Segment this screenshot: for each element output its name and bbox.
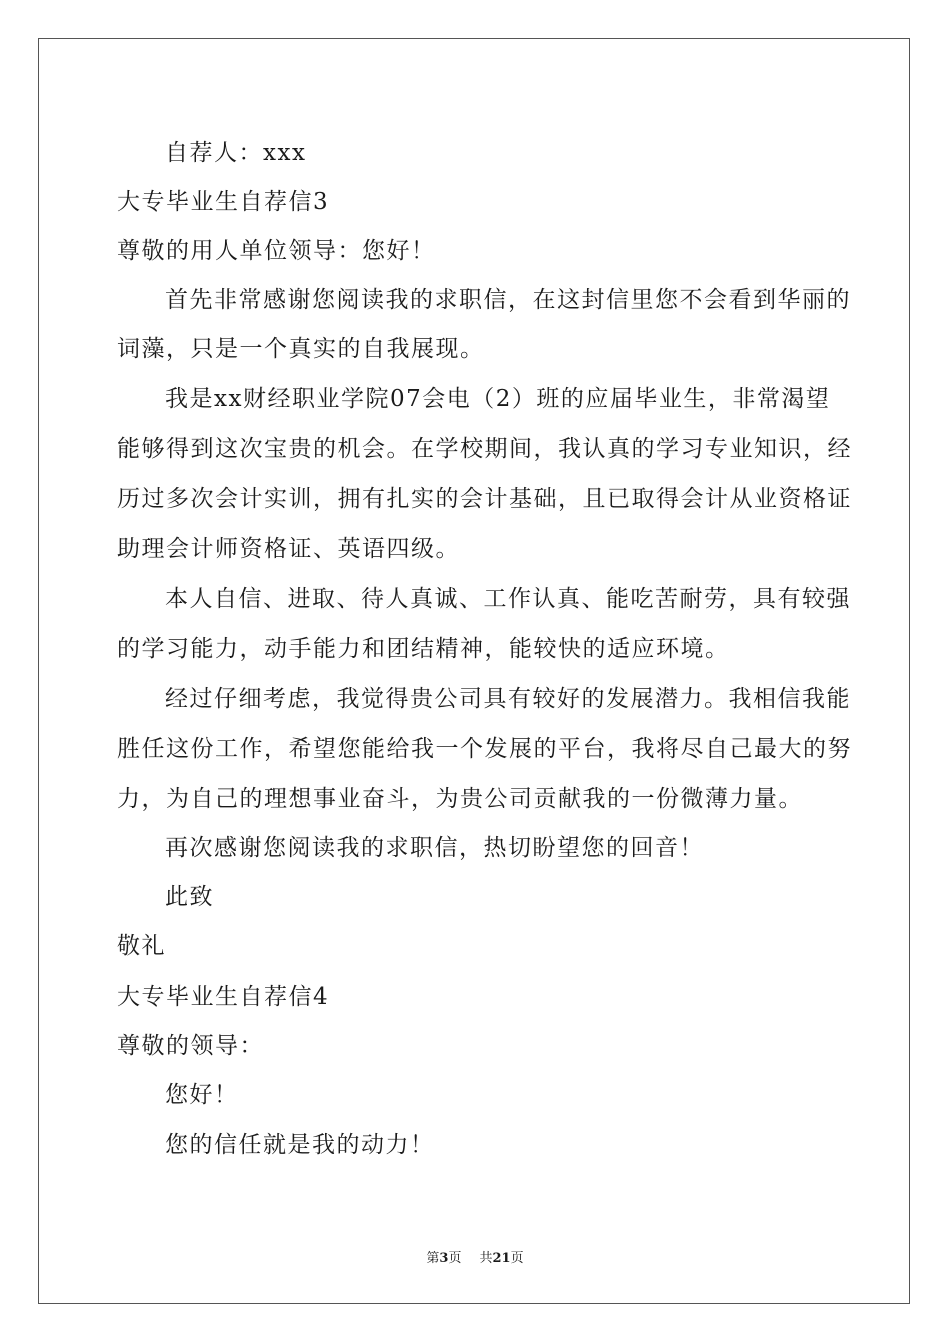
total-pages: 21: [492, 1251, 511, 1266]
salutation-line: 尊敬的领导：: [117, 1033, 264, 1059]
paragraph-line: 历过多次会计实训，拥有扎实的会计基础，且已取得会计从业资格证: [117, 486, 852, 512]
greeting-line: 您好！: [165, 1082, 239, 1108]
paragraph-line: 本人自信、进取、待人真诚、工作认真、能吃苦耐劳，具有较强: [165, 586, 851, 612]
paragraph-line: 胜任这份工作，希望您能给我一个发展的平台，我将尽自己最大的努: [117, 736, 852, 762]
page-border: [38, 38, 910, 1304]
paragraph-line: 再次感谢您阅读我的求职信，热切盼望您的回音！: [165, 835, 704, 861]
paragraph-line: 的学习能力，动手能力和团结精神，能较快的适应环境。: [117, 636, 730, 662]
page-number: 3: [439, 1251, 449, 1266]
paragraph-line: 能够得到这次宝贵的机会。在学校期间，我认真的学习专业知识，经: [117, 436, 852, 462]
paragraph-line: 力，为自己的理想事业奋斗，为贵公司贡献我的一份微薄力量。: [117, 786, 803, 812]
page-prefix: 第: [426, 1251, 440, 1266]
paragraph-line: 您的信任就是我的动力！: [165, 1132, 435, 1158]
signer-line: 自荐人：xxx: [165, 140, 307, 166]
paragraph-line: 助理会计师资格证、英语四级。: [117, 536, 460, 562]
paragraph-line: 我是xx财经职业学院07会电（2）班的应届毕业生，非常渴望: [165, 386, 831, 412]
page-suffix: 页: [448, 1251, 462, 1266]
section-heading-3: 大专毕业生自荐信3: [117, 189, 330, 215]
salutation-line: 尊敬的用人单位领导：您好！: [117, 238, 436, 264]
paragraph-line: 经过仔细考虑，我觉得贵公司具有较好的发展潜力。我相信我能: [165, 686, 851, 712]
paragraph-line: 首先非常感谢您阅读我的求职信，在这封信里您不会看到华丽的: [165, 287, 851, 313]
total-suffix: 页: [510, 1251, 524, 1266]
closing-line: 此致: [165, 884, 214, 910]
closing-line: 敬礼: [117, 933, 166, 959]
section-heading-4: 大专毕业生自荐信4: [117, 984, 330, 1010]
page-footer: [0, 1247, 950, 1266]
total-prefix: 共: [479, 1251, 493, 1266]
paragraph-line: 词藻，只是一个真实的自我展现。: [117, 336, 485, 362]
